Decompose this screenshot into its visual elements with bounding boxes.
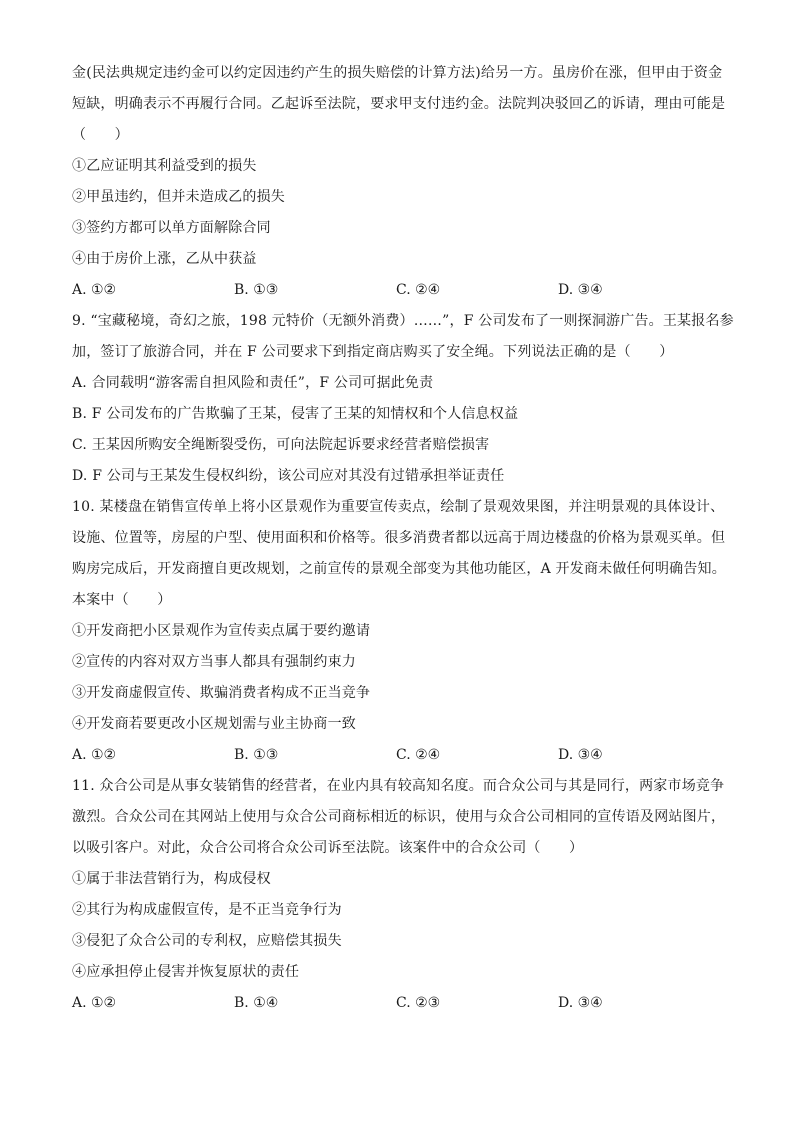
question-text-line: （ ） [72,127,129,143]
question-text-line: 加，签订了旅游合同，并在 F 公司要求下到指定商店购买了安全绳。下列说法正确的是（ ） [72,344,674,360]
answer-choices [72,275,732,306]
choice-d: D. ③④ [558,995,603,1011]
choice-d: D. ③④ [558,747,603,763]
question-8 [72,58,732,306]
statement-1: ①乙应证明其利益受到的损失 [72,158,257,174]
question-text-line: 10. 某楼盘在销售宣传单上将小区景观作为重要宣传卖点，绘制了景观效果图，并注明景观的具体设计、 [72,499,725,515]
choice-c: C. ②③ [396,995,441,1011]
choice-d: D. ③④ [558,282,603,298]
statement-4: ④应承担停止侵害并恢复原状的责任 [72,964,300,980]
option-d: D. F 公司与王某发生侵权纠纷，该公司应对其没有过错承担举证责任 [72,468,505,484]
exam-page [72,58,732,1019]
choice-a: A. ①② [72,747,117,763]
statement-2: ②其行为构成虚假宣传，是不正当竞争行为 [72,902,342,918]
option-a: A. 合同载明“游客需自担风险和责任”，F 公司可据此免责 [72,375,434,391]
option-b: B. F 公司发布的广告欺骗了王某，侵害了王某的知情权和个人信息权益 [72,406,519,422]
statement-4: ④开发商若要更改小区规划需与业主协商一致 [72,716,356,732]
option-c: C. 王某因所购安全绳断裂受伤，可向法院起诉要求经营者赔偿损害 [72,437,490,453]
statement-2: ②宣传的内容对双方当事人都具有强制约束力 [72,654,356,670]
statement-1: ①属于非法营销行为，构成侵权 [72,871,271,887]
statement-4: ④由于房价上涨，乙从中获益 [72,251,257,267]
answer-choices [72,988,732,1019]
choice-c: C. ②④ [396,747,441,763]
question-text-line: 激烈。合众公司在其网站上使用与众合公司商标相近的标识，使用与众合公司相同的宣传语及网站图片， [72,809,726,825]
statement-2: ②甲虽违约，但并未造成乙的损失 [72,189,285,205]
question-text-line: 本案中（ ） [72,592,172,608]
statement-3: ③开发商虚假宣传、欺骗消费者构成不正当竞争 [72,685,371,701]
question-text-line: 11. 众合公司是从事女装销售的经营者，在业内具有较高知名度。而合众公司与其是同行，两家市场竞争 [72,778,725,794]
statement-3: ③签约方都可以单方面解除合同 [72,220,271,236]
question-10 [72,492,732,771]
question-text-line: 设施、位置等，房屋的户型、使用面积和价格等。很多消费者都以远高于周边楼盘的价格为景观买单。但 [72,530,726,546]
statement-3: ③侵犯了众合公司的专利权，应赔偿其损失 [72,933,342,949]
statement-1: ①开发商把小区景观作为宣传卖点属于要约邀请 [72,623,371,639]
question-text-line: 购房完成后，开发商擅自更改规划，之前宣传的景观全部变为其他功能区，A 开发商未做任何明确告知。 [72,561,726,577]
choice-c: C. ②④ [396,282,441,298]
choice-b: B. ①③ [234,282,279,298]
choice-b: B. ①③ [234,747,279,763]
choice-a: A. ①② [72,995,117,1011]
question-text-line: 短缺，明确表示不再履行合同。乙起诉至法院，要求甲支付违约金。法院判决驳回乙的诉请，理由可能是 [72,96,726,112]
question-text-line: 9. “宝藏秘境，奇幻之旅，198 元特价（无额外消费）……”，F 公司发布了一则探洞游广告。王某报名参 [72,313,734,329]
choice-b: B. ①④ [234,995,279,1011]
choice-a: A. ①② [72,282,117,298]
question-11 [72,771,732,1019]
answer-choices [72,740,732,771]
question-9 [72,306,732,492]
question-text-line: 以吸引客户。对此，众合公司将合众公司诉至法院。该案件中的合众公司（ ） [72,840,584,856]
question-text-line: 金(民法典规定违约金可以约定因违约产生的损失赔偿的计算方法)给另一方。虽房价在涨，但甲由于资金 [72,65,723,81]
